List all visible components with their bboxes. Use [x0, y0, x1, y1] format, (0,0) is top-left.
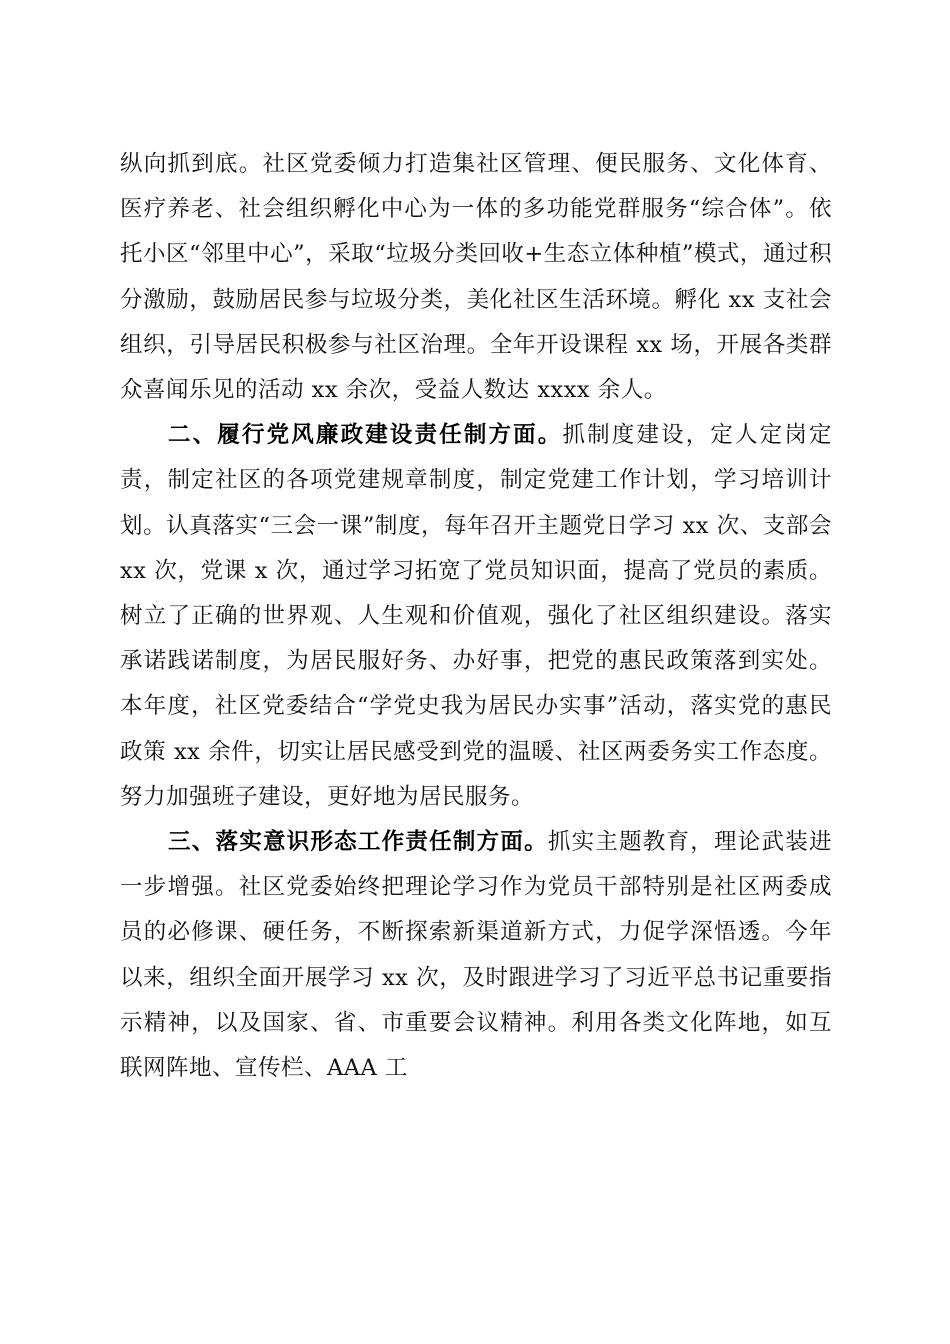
paragraph-text: 抓实主题教育，理论武装进一步增强。社区党委始终把理论学习作为党员干部特别是社区两委成员的必修课、硬任务，不断探索新渠道新方式，力促学深悟透。今年以来，组织全面开展学习 xx 次，及时跟进学习了习近平总书记重要指示精神，以及国家、省、市重要会议精神。利用各类文化阵地，如互联网阵地、宣传栏、AAA 工: [120, 829, 832, 1082]
section-heading: 二、履行党风廉政建设责任制方面。: [168, 422, 563, 449]
paragraph-text: 抓制度建设，定人定岗定责，制定社区的各项党建规章制度，制定党建工作计划，学习培训计划。认真落实“三会一课”制度，每年召开主题党日学习 xx 次、支部会 xx 次，党课 x 次，通过学习拓宽了党员知识面，提高了党员的素质。树立了正确的世界观、人生观和价值观，强化了社区组织建设。落实承诺践诺制度，为居民服好务、办好事，把党的惠民政策落到实处。本年度，社区党委结合“学党史我为居民办实事”活动，落实党的惠民政策 xx 余件，切实让居民感受到党的温暖、社区两委务实工作态度。努力加强班子建设，更好地为居民服务。: [120, 422, 832, 810]
section-heading: 三、落实意识形态工作责任制方面。: [168, 829, 548, 856]
paragraph-ideology-work: [120, 820, 832, 1091]
paragraph-party-conduct: [120, 413, 832, 820]
paragraph-text: 纵向抓到底。社区党委倾力打造集社区管理、便民服务、文化体育、医疗养老、社会组织孵化中心为一体的多功能党群服务“综合体”。依托小区“邻里中心”，采取“垃圾分类回收+生态立体种植”模式，通过积分激励，鼓励居民参与垃圾分类，美化社区生活环境。孵化 xx 支社会组织，引导居民积极参与社区治理。全年开设课程 xx 场，开展各类群众喜闻乐见的活动 xx 余次，受益人数达 xxxx 余人。: [120, 151, 832, 404]
paragraph-community-service: [120, 142, 832, 413]
document-body: [120, 142, 832, 1091]
